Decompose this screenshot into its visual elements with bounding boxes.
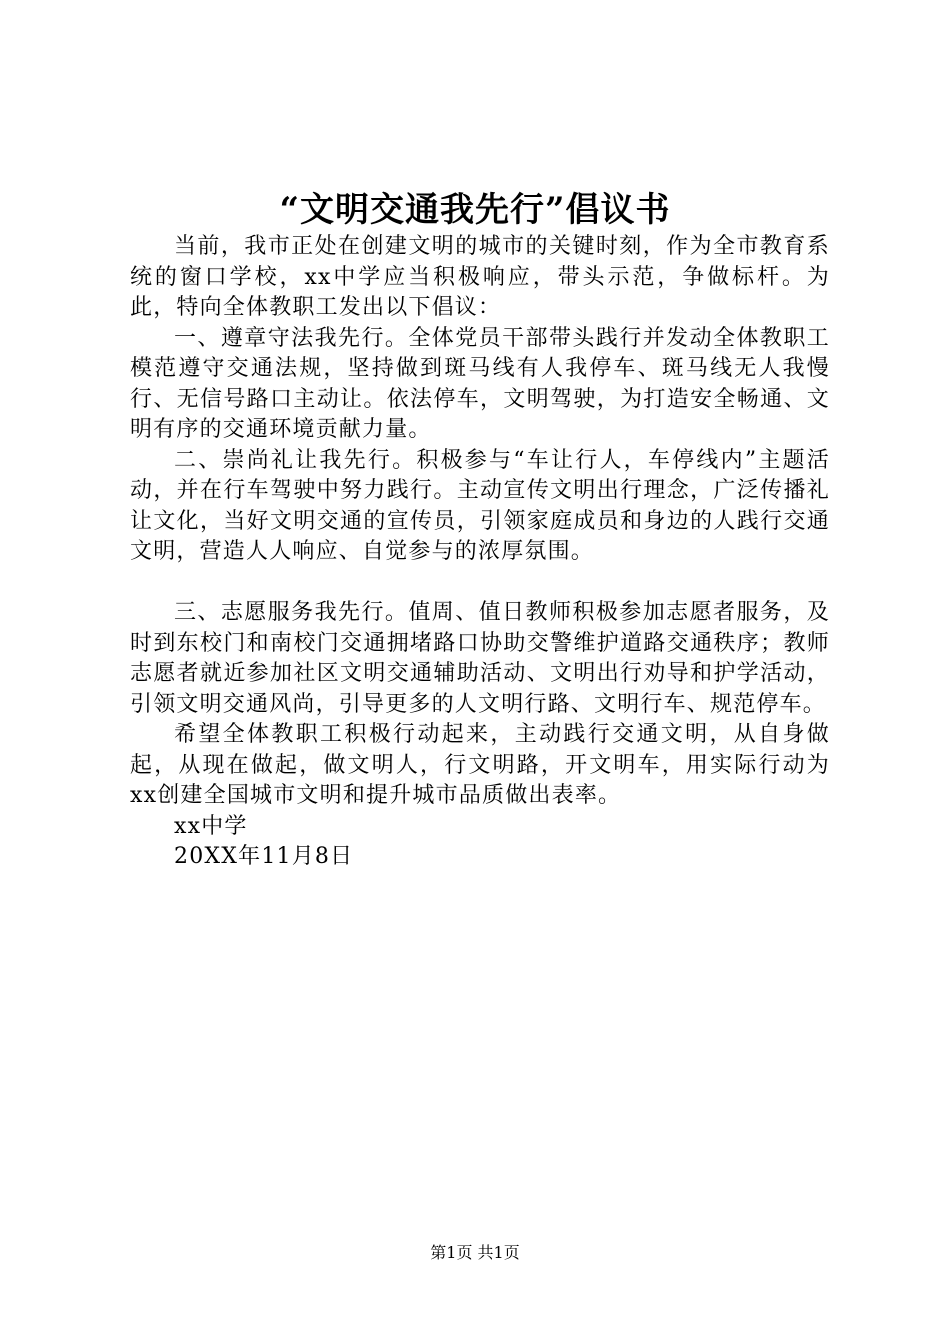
paragraph-proposal-2: 二、崇尚礼让我先行。积极参与“车让行人，车停线内”主题活动，并在行车驾驶中努力践行。主动宣传文明出行理念，广泛传播礼让文化，当好文明交通的宣传员，引领家庭成员和身边的人践行交通文明，营造人人响应、自觉参与的浓厚氛围。 xyxy=(130,447,830,564)
paragraph-closing: 希望全体教职工积极行动起来，主动践行交通文明，从自身做起，从现在做起，做文明人，行文明路，开文明车，用实际行动为xx创建全国城市文明和提升城市品质做出表率。 xyxy=(130,722,830,808)
signature-date: 20XX年11月8日 xyxy=(174,844,354,869)
signature-school: xx中学 xyxy=(174,813,248,839)
paragraph-spacer xyxy=(130,568,830,599)
paragraph-intro: 当前，我市正处在创建文明的城市的关键时刻，作为全市教育系统的窗口学校，xx中学应当积极响应，带头示范，争做标杆。为此，特向全体教职工发出以下倡议： xyxy=(130,234,830,320)
paragraph-proposal-1: 一、遵章守法我先行。全体党员干部带头践行并发动全体教职工模范遵守交通法规，坚持做到斑马线有人我停车、斑马线无人我慢行、无信号路口主动让。依法停车，文明驾驶，为打造安全畅通、文明有序的交通环境贡献力量。 xyxy=(130,325,830,442)
paragraph-proposal-3: 三、志愿服务我先行。值周、值日教师积极参加志愿者服务，及时到东校门和南校门交通拥堵路口协助交警维护道路交通秩序；教师志愿者就近参加社区文明交通辅助活动、文明出行劝导和护学活动，引领文明交通风尚，引导更多的人文明行路、文明行车、规范停车。 xyxy=(130,600,830,717)
page-footer: 第1页 共1页 xyxy=(430,1243,520,1262)
document-title: “文明交通我先行”倡议书 xyxy=(279,190,671,230)
document-body xyxy=(130,232,830,873)
